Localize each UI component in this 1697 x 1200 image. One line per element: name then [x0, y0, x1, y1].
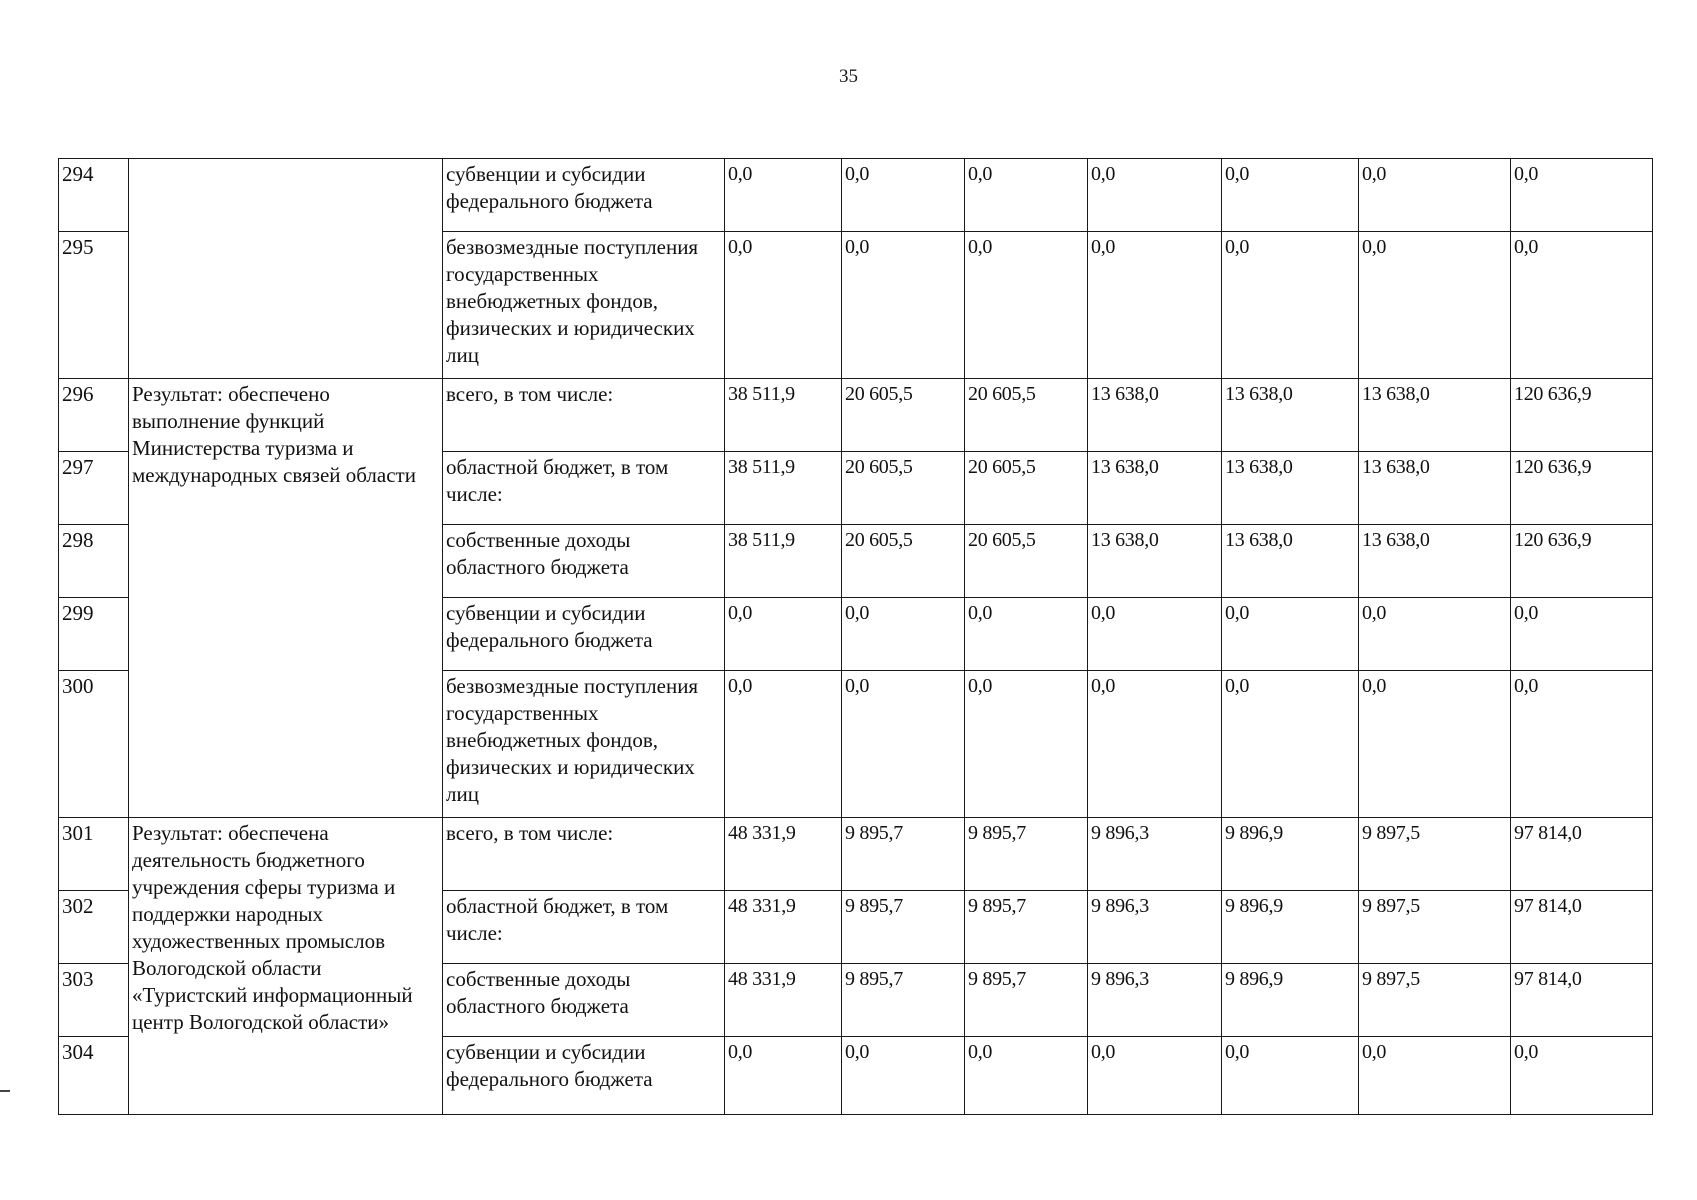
funding-source: собственные доходы областного бюджета: [443, 964, 725, 1037]
value-cell: 97 814,0: [1511, 891, 1653, 964]
value-cell: 0,0: [1511, 598, 1653, 671]
value-cell: 13 638,0: [1222, 379, 1359, 452]
value-cell: 0,0: [1359, 598, 1511, 671]
value-cell: 48 331,9: [725, 818, 842, 891]
value-cell: 20 605,5: [842, 379, 965, 452]
value-cell: 0,0: [1359, 1037, 1511, 1115]
table-row: [59, 818, 1653, 891]
value-cell: 13 638,0: [1222, 525, 1359, 598]
value-cell: 0,0: [842, 671, 965, 818]
funding-source: субвенции и субсидии федерального бюджета: [443, 159, 725, 232]
value-cell: 9 896,3: [1088, 818, 1222, 891]
row-number: 303: [59, 964, 129, 1037]
funding-source: областной бюджет, в том числе:: [443, 452, 725, 525]
margin-mark: [0, 1090, 10, 1092]
value-cell: 0,0: [965, 159, 1088, 232]
value-cell: 0,0: [725, 671, 842, 818]
value-cell: 0,0: [842, 159, 965, 232]
result-description: Результат: обеспечена деятельность бюджетного учреждения сферы туризма и поддержки народных художественных промыслов Вологодской области «Туристский информационный центр Вологодской области»: [129, 818, 443, 1115]
value-cell: 48 331,9: [725, 964, 842, 1037]
value-cell: 0,0: [1088, 232, 1222, 379]
value-cell: 13 638,0: [1359, 452, 1511, 525]
value-cell: 97 814,0: [1511, 818, 1653, 891]
row-number: 298: [59, 525, 129, 598]
value-cell: 13 638,0: [1222, 452, 1359, 525]
value-cell: 0,0: [1088, 159, 1222, 232]
table-row: [59, 379, 1653, 452]
value-cell: 9 896,9: [1222, 964, 1359, 1037]
value-cell: 0,0: [1222, 232, 1359, 379]
value-cell: 13 638,0: [1359, 379, 1511, 452]
funding-source: субвенции и субсидии федерального бюджета: [443, 1037, 725, 1115]
value-cell: 38 511,9: [725, 452, 842, 525]
value-cell: 0,0: [842, 232, 965, 379]
value-cell: 9 897,5: [1359, 818, 1511, 891]
row-number: 294: [59, 159, 129, 232]
value-cell: 0,0: [1222, 671, 1359, 818]
result-description: [129, 159, 443, 379]
value-cell: 0,0: [965, 671, 1088, 818]
value-cell: 9 896,9: [1222, 818, 1359, 891]
value-cell: 0,0: [965, 1037, 1088, 1115]
value-cell: 0,0: [725, 598, 842, 671]
value-cell: 13 638,0: [1359, 525, 1511, 598]
page-number: 35: [839, 66, 858, 87]
row-number: 302: [59, 891, 129, 964]
value-cell: 0,0: [725, 232, 842, 379]
value-cell: 0,0: [725, 1037, 842, 1115]
budget-table: [58, 158, 1653, 1115]
value-cell: 48 331,9: [725, 891, 842, 964]
value-cell: 38 511,9: [725, 379, 842, 452]
value-cell: 20 605,5: [965, 452, 1088, 525]
value-cell: 0,0: [1511, 671, 1653, 818]
value-cell: 0,0: [965, 598, 1088, 671]
value-cell: 0,0: [842, 1037, 965, 1115]
value-cell: 9 895,7: [965, 818, 1088, 891]
value-cell: 120 636,9: [1511, 452, 1653, 525]
value-cell: 97 814,0: [1511, 964, 1653, 1037]
value-cell: 0,0: [1511, 1037, 1653, 1115]
value-cell: 20 605,5: [965, 379, 1088, 452]
value-cell: 0,0: [842, 598, 965, 671]
row-number: 301: [59, 818, 129, 891]
value-cell: 0,0: [725, 159, 842, 232]
value-cell: 13 638,0: [1088, 452, 1222, 525]
value-cell: 120 636,9: [1511, 379, 1653, 452]
funding-source: всего, в том числе:: [443, 818, 725, 891]
value-cell: 9 895,7: [842, 891, 965, 964]
value-cell: 120 636,9: [1511, 525, 1653, 598]
value-cell: 0,0: [1222, 1037, 1359, 1115]
value-cell: 9 897,5: [1359, 891, 1511, 964]
value-cell: 9 896,3: [1088, 964, 1222, 1037]
funding-source: безвозмездные поступления государственных внебюджетных фондов, физических и юридических лиц: [443, 671, 725, 818]
value-cell: 0,0: [1088, 671, 1222, 818]
value-cell: 9 896,9: [1222, 891, 1359, 964]
value-cell: 0,0: [1359, 159, 1511, 232]
value-cell: 9 895,7: [842, 818, 965, 891]
funding-source: всего, в том числе:: [443, 379, 725, 452]
value-cell: 20 605,5: [842, 452, 965, 525]
value-cell: 13 638,0: [1088, 525, 1222, 598]
table-row: [59, 159, 1653, 232]
row-number: 296: [59, 379, 129, 452]
funding-source: областной бюджет, в том числе:: [443, 891, 725, 964]
value-cell: 0,0: [1359, 671, 1511, 818]
row-number: 299: [59, 598, 129, 671]
value-cell: 0,0: [1088, 1037, 1222, 1115]
result-description: Результат: обеспечено выполнение функций Министерства туризма и международных связей области: [129, 379, 443, 818]
value-cell: 9 896,3: [1088, 891, 1222, 964]
funding-source: субвенции и субсидии федерального бюджета: [443, 598, 725, 671]
value-cell: 0,0: [1359, 232, 1511, 379]
row-number: 304: [59, 1037, 129, 1115]
value-cell: 38 511,9: [725, 525, 842, 598]
value-cell: 0,0: [1511, 232, 1653, 379]
value-cell: 9 895,7: [842, 964, 965, 1037]
row-number: 297: [59, 452, 129, 525]
value-cell: 0,0: [1511, 159, 1653, 232]
value-cell: 9 895,7: [965, 964, 1088, 1037]
value-cell: 0,0: [1088, 598, 1222, 671]
value-cell: 20 605,5: [842, 525, 965, 598]
value-cell: 9 897,5: [1359, 964, 1511, 1037]
value-cell: 20 605,5: [965, 525, 1088, 598]
funding-source: собственные доходы областного бюджета: [443, 525, 725, 598]
row-number: 300: [59, 671, 129, 818]
value-cell: 0,0: [965, 232, 1088, 379]
value-cell: 13 638,0: [1088, 379, 1222, 452]
funding-source: безвозмездные поступления государственных внебюджетных фондов, физических и юридических лиц: [443, 232, 725, 379]
row-number: 295: [59, 232, 129, 379]
value-cell: 0,0: [1222, 598, 1359, 671]
value-cell: 0,0: [1222, 159, 1359, 232]
value-cell: 9 895,7: [965, 891, 1088, 964]
